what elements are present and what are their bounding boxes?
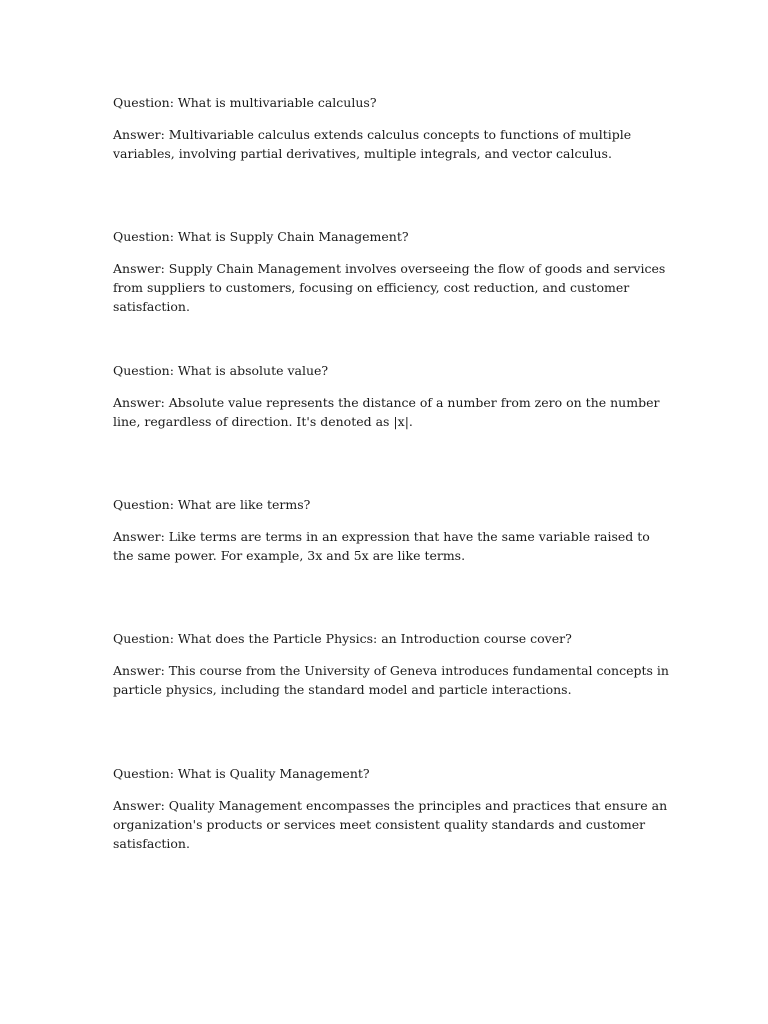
answer-text: Answer: Like terms are terms in an expression that have the same variable raised to the same power. For example, 3x and 5x are like terms. — [113, 529, 650, 563]
question-text: Question: What is absolute value? — [113, 363, 329, 378]
answer-text: Answer: Supply Chain Management involves overseeing the flow of goods and services from suppliers to customers, focusing on efficiency, cost reduction, and customer satisfaction. — [113, 261, 666, 314]
question-text: Question: What is multivariable calculus? — [113, 95, 377, 110]
answer-text: Answer: Multivariable calculus extends calculus concepts to functions of multiple variables, involving partial derivatives, multiple integrals, and vector calculus. — [113, 127, 632, 161]
answer-text: Answer: This course from the University of Geneva introduces fundamental concepts in particle physics, including the standard model and particle interactions. — [113, 663, 669, 697]
question-text: Question: What are like terms? — [113, 497, 311, 512]
qa-block — [113, 629, 673, 699]
qa-block — [113, 227, 673, 316]
qa-block — [113, 93, 673, 163]
answer-text: Answer: Quality Management encompasses the principles and practices that ensure an organization's products or services meet consistent quality standards and customer satisfaction. — [113, 798, 668, 851]
qa-block — [113, 495, 673, 565]
question-text: Question: What is Quality Management? — [113, 766, 370, 781]
question-text: Question: What does the Particle Physics: an Introduction course cover? — [113, 631, 572, 646]
answer-text: Answer: Absolute value represents the distance of a number from zero on the number line, regardless of direction. It's denoted as |x|. — [113, 395, 660, 429]
question-text: Question: What is Supply Chain Management? — [113, 229, 409, 244]
qa-block — [113, 764, 673, 853]
qa-block — [113, 361, 673, 431]
